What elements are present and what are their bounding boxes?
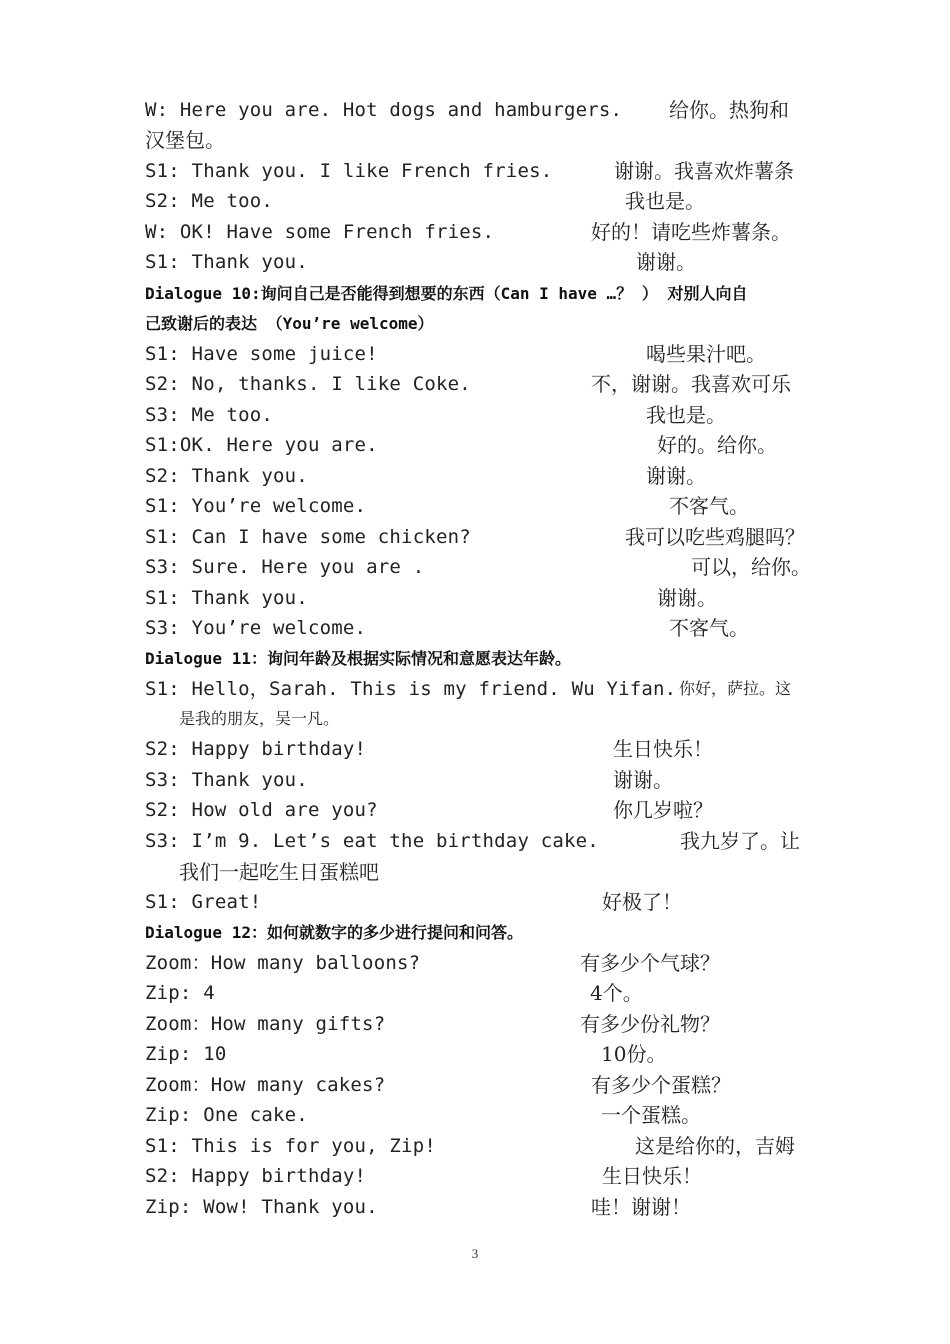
chinese-text: 生日快乐！ xyxy=(602,1164,702,1188)
english-text: S1: Thank you. I like French fries. xyxy=(145,160,553,182)
chinese-text: 谢谢。 xyxy=(657,586,717,610)
dialogue-line xyxy=(145,1161,815,1191)
english-text: Zoom：How many cakes? xyxy=(145,1074,386,1096)
english-text: S2: Happy birthday! xyxy=(145,1165,367,1187)
english-text: S2: No, thanks. I like Coke. xyxy=(145,373,471,395)
english-text: S2: Thank you. xyxy=(145,465,308,487)
page-number: 3 xyxy=(471,1246,479,1261)
chinese-text: 哇！谢谢！ xyxy=(591,1195,691,1219)
dialogue-line xyxy=(145,400,815,430)
english-text: S2: Happy birthday! xyxy=(145,738,367,760)
dialogue-line xyxy=(145,430,815,460)
english-text: Zoom：How many gifts? xyxy=(145,1013,386,1035)
english-text: S1: Have some juice! xyxy=(145,343,378,365)
dialogue-line xyxy=(145,95,815,125)
chinese-text: 好极了！ xyxy=(602,890,682,914)
english-text: W: Here you are. Hot dogs and hamburgers. xyxy=(145,99,623,121)
english-text: Zip: Wow! Thank you. xyxy=(145,1196,378,1218)
dialogue-line xyxy=(145,1039,815,1069)
english-text: S3: Thank you. xyxy=(145,769,308,791)
chinese-text: 你几岁啦？ xyxy=(613,798,713,822)
chinese-text: 我也是。 xyxy=(625,189,705,213)
chinese-text: 好的。给你。 xyxy=(657,433,777,457)
chinese-text: 一个蛋糕。 xyxy=(601,1103,701,1127)
chinese-text: 谢谢。 xyxy=(646,464,706,488)
dialogue-line xyxy=(145,552,815,582)
chinese-text: 我可以吃些鸡腿吗？ xyxy=(625,525,805,549)
dialogue-line xyxy=(145,613,815,643)
english-text: S3: You’re welcome. xyxy=(145,617,367,639)
dialogue-line xyxy=(145,339,815,369)
chinese-text: 好的！请吃些炸薯条。 xyxy=(591,220,791,244)
dialogue-heading: Dialogue 12：如何就数字的多少进行提问和问答。 xyxy=(145,923,523,942)
continuation-text: 汉堡包。 xyxy=(145,128,225,152)
chinese-text: 生日快乐！ xyxy=(613,737,713,761)
chinese-text: 可以，给你。 xyxy=(691,555,811,579)
dialogue-line xyxy=(145,1009,815,1039)
chinese-text: 不客气。 xyxy=(669,494,749,518)
english-text: S3: I’m 9. Let’s eat the birthday cake. xyxy=(145,830,599,852)
dialogue-line xyxy=(145,826,815,856)
dialogue-line xyxy=(145,1131,815,1161)
dialogue-line xyxy=(145,978,815,1008)
chinese-text: 不客气。 xyxy=(669,616,749,640)
english-text: S1: Hello，Sarah. This is my friend. Wu Yifan. xyxy=(145,678,677,700)
dialogue-line xyxy=(145,186,815,216)
english-text: S2: Me too. xyxy=(145,190,274,212)
english-text: S1: Thank you. xyxy=(145,251,308,273)
continuation-text: 是我的朋友，吴一凡。 xyxy=(179,709,340,728)
dialogue-line xyxy=(145,1100,815,1130)
continuation-text: 我们一起吃生日蛋糕吧 xyxy=(179,860,379,884)
english-text: S1:OK. Here you are. xyxy=(145,434,378,456)
english-text: S1: Thank you. xyxy=(145,587,308,609)
dialogue-line xyxy=(145,887,815,917)
chinese-text: 有多少个蛋糕？ xyxy=(591,1073,731,1097)
dialogue-line xyxy=(145,795,815,825)
chinese-text: 有多少个气球？ xyxy=(580,951,720,975)
english-text: S1: This is for you, Zip! xyxy=(145,1135,436,1157)
dialogue-line xyxy=(145,765,815,795)
dialogue-line xyxy=(145,583,815,613)
dialogue-line xyxy=(145,734,815,764)
dialogue-heading: 己致谢后的表达 （You’re welcome） xyxy=(145,314,434,333)
dialogue-line xyxy=(145,247,815,277)
chinese-text: 谢谢。 xyxy=(613,768,673,792)
dialogue-line xyxy=(145,948,815,978)
english-text: Zip: 4 xyxy=(145,982,215,1004)
english-text: Zoom：How many balloons? xyxy=(145,952,421,974)
chinese-text: 我也是。 xyxy=(646,403,726,427)
dialogue-line xyxy=(145,1192,815,1222)
english-text: S2: How old are you? xyxy=(145,799,378,821)
chinese-text: 有多少份礼物？ xyxy=(580,1012,720,1036)
dialogue-line xyxy=(145,1070,815,1100)
english-text: S3: Me too. xyxy=(145,404,274,426)
dialogue-heading: Dialogue 11：询问年龄及根据实际情况和意愿表达年龄。 xyxy=(145,649,571,668)
english-text: S1: Great! xyxy=(145,891,262,913)
english-text: S1: You’re welcome. xyxy=(145,495,367,517)
dialogue-line xyxy=(145,522,815,552)
chinese-text: 喝些果汁吧。 xyxy=(646,342,766,366)
chinese-text: 给你。热狗和 xyxy=(669,98,789,122)
dialogue-heading: Dialogue 10:询问自己是否能得到想要的东西（Can I have …？ ） 对别人向自 xyxy=(145,284,748,303)
english-text: Zip: One cake. xyxy=(145,1104,308,1126)
chinese-text: 这是给你的，吉姆 xyxy=(635,1134,795,1158)
dialogue-line xyxy=(145,217,815,247)
chinese-text: 我九岁了。让 xyxy=(680,829,800,853)
chinese-text: 你好，萨拉。这 xyxy=(679,679,792,698)
chinese-text: 谢谢。 xyxy=(636,250,696,274)
dialogue-line xyxy=(145,674,815,704)
chinese-text: 4个。 xyxy=(590,981,643,1005)
chinese-text: 10份。 xyxy=(601,1042,667,1066)
english-text: S3: Sure. Here you are . xyxy=(145,556,425,578)
english-text: Zip: 10 xyxy=(145,1043,227,1065)
dialogue-line xyxy=(145,156,815,186)
chinese-text: 不，谢谢。我喜欢可乐 xyxy=(591,372,791,396)
dialogue-line xyxy=(145,461,815,491)
chinese-text: 谢谢。我喜欢炸薯条 xyxy=(614,159,794,183)
dialogue-line xyxy=(145,369,815,399)
english-text: S1: Can I have some chicken? xyxy=(145,526,471,548)
english-text: W: OK! Have some French fries. xyxy=(145,221,495,243)
dialogue-line xyxy=(145,491,815,521)
